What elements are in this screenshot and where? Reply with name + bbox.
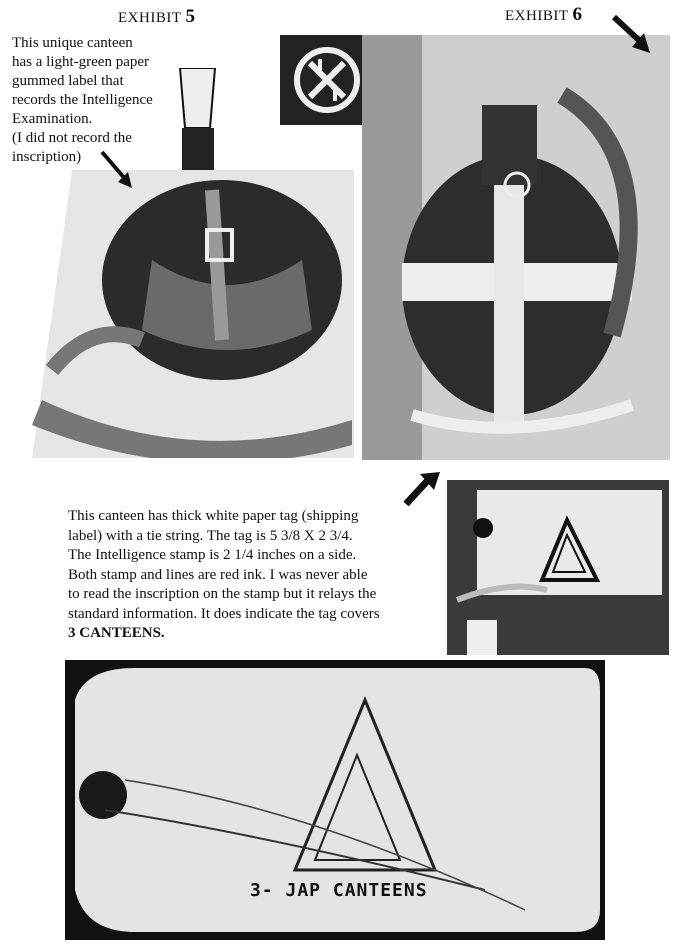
caption-line: standard information. It does indicate the tag covers — [68, 605, 380, 622]
caption-line: Both stamp and lines are red ink. I was never able — [68, 566, 368, 583]
arrow-icon — [612, 15, 652, 55]
large-tag-photo — [65, 660, 605, 940]
exhibit-5-canteen-photo — [12, 170, 354, 458]
exhibit-5-label: EXHIBIT — [118, 10, 182, 26]
stamp-closeup-photo — [280, 35, 375, 125]
arrow-icon — [402, 470, 442, 506]
exhibit-6-caption — [68, 507, 438, 644]
caption-line: has a light-green paper — [12, 54, 150, 70]
canteen-cup — [170, 68, 225, 170]
caption-line: Examination. — [12, 111, 93, 127]
caption-line: records the Intelligence — [12, 92, 153, 108]
tag-handwritten-inscription: 3- JAP CANTEENS — [250, 880, 428, 901]
caption-line: label) with a tie string. The tag is 5 3/8 X 2 3/4. — [68, 527, 353, 544]
caption-line: (I did not record the — [12, 130, 132, 146]
caption-bold-line: 3 CANTEENS. — [68, 625, 165, 641]
exhibit-6-label: EXHIBIT — [505, 8, 569, 24]
caption-line: This canteen has thick white paper tag (shipping — [68, 508, 359, 524]
arrow-icon — [100, 150, 134, 190]
exhibit-6-number: 6 — [572, 4, 583, 25]
caption-line: inscription) — [12, 149, 82, 165]
caption-line: This unique canteen — [12, 35, 133, 51]
tag-closeup-photo — [447, 480, 669, 655]
exhibit-5-caption — [12, 34, 187, 167]
exhibit-5-heading — [118, 6, 195, 28]
exhibit-6-canteen-photo — [362, 35, 670, 460]
caption-line: gummed label that — [12, 73, 124, 89]
caption-line: The Intelligence stamp is 2 1/4 inches on a side. — [68, 547, 357, 563]
caption-line: to read the inscription on the stamp but it relays the — [68, 586, 377, 602]
exhibit-6-heading — [505, 4, 582, 26]
exhibit-5-number: 5 — [185, 6, 196, 27]
